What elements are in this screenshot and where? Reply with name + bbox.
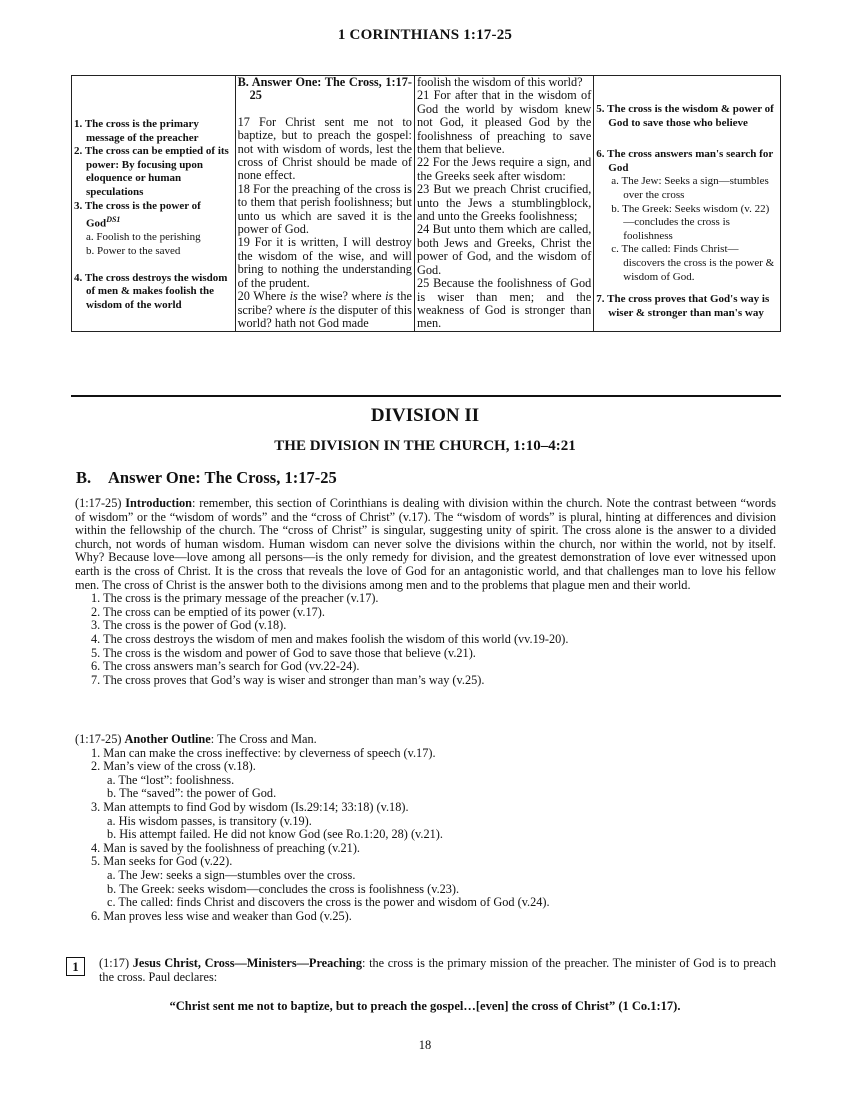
division-title: DIVISION II [370,405,480,426]
list-item: b. The Greek: seeks wisdom—concludes the cross is foolishness (v.23). [107,881,460,896]
list-item: 1. The cross is the primary message of the preacher (v.17). [91,591,379,606]
list-item: 3. Man attempts to find God by wisdom (Is.29:14; 33:18) (v.18). [91,799,409,814]
verse-17: 17 For Christ sent me not to baptize, but to preach the gospel: not with wisdom of words, lest the cross of Christ should be made of none effect. [237,114,412,183]
table-bottom-rule [71,395,781,397]
section-heading: B. Answer One: The Cross, 1:17-25 [76,468,337,487]
list-item: a. The “lost”: foolishness. [107,772,235,787]
list-item: 4. The cross destroys the wisdom of men and makes foolish the wisdom of this world (vv.19-20). [91,631,569,646]
list-item: 4. Man is saved by the foolishness of preaching (v.21). [91,840,360,855]
another-outline-list [75,747,776,924]
outline-point-1: 1. The cross is the primary message of the preacher [74,118,199,144]
list-item: 2. The cross can be emptied of its power (v.17). [91,604,325,619]
list-item: 5. Man seeks for God (v.22). [91,854,233,869]
outline-sub-6b: b. The Greek: Seeks wisdom (v. 22)—concludes the cross is foolishness [611,202,770,242]
scripture-column-2 [414,76,593,332]
outline-point-5: 5. The cross is the wisdom & power of God to save those who believe [596,103,774,129]
page-title: 1 CORINTHIANS 1:17-25 [337,27,513,43]
list-item: b. His attempt failed. He did not know God (see Ro.1:20, 28) (v.21). [107,827,443,842]
page-number: 18 [418,1038,432,1052]
outline-point-4: 4. The cross destroys the wisdom of men & makes foolish the wisdom of the world [74,271,228,311]
introduction-list [75,592,776,687]
outline-point-6: 6. The cross answers man's search for God [596,148,774,174]
verse-19: 19 For it is written, I will destroy the wisdom of the wise, and will bring to nothing the understanding of the prudent. [237,235,412,290]
verse-25: 25 Because the foolishness of God is wiser than men; and the weakness of God is stronger than men. [416,276,592,331]
outline-left-column [72,76,236,332]
point-1-paragraph: (1:17) Jesus Christ, Cross—Ministers—Preaching: the cross is the primary mission of the preacher. The minister of God is to preach the cross. Paul declares: [99,956,776,984]
list-item: c. The called: finds Christ and discovers the cross is the power and wisdom of God (v.24). [107,895,550,910]
another-outline: (1:17-25) Another Outline: The Cross and Man. 1. Man can make the cross ineffective: by cleverness of speech (v.17). 2. Man’s view of the cross (v.18). a. The “lost”: foolishness. b. The “saved”: the power of God. 3. Man attempts to find God by wisdom (Is.29:14; 33:18) (v.18). a. His wisdom passes, is transitory (v.19). b. His attempt failed. He did not know God (see Ro.1:20, 28) (v.21). 4. Man is saved by the foolishness of preaching (v.21). 5. Man seeks for God (v.22). a. The Jew: seeks a sign—stumbles over the cross. b. The Greek: seeks wisdom—concludes the cross is foolishness (v.23). c. The called: finds Christ and discovers the cross is the power and wisdom of God (v.24). 6. Man proves less wise and weaker than God (v.25). [75,733,776,923]
outline-sub-6a: a. The Jew: Seeks a sign—stumbles over the cross [611,175,769,201]
outline-sub-3a: a. Foolish to the perishing [86,231,201,244]
verse-23: 23 But we preach Christ crucified, unto the Jews a stumblingblock, and unto the Greeks foolishness; [416,182,592,224]
verse-20: 20 Where is the wise? where is the scribe? where is the disputer of this world? hath not God made [237,289,412,330]
list-item: a. The Jew: seeks a sign—stumbles over the cross. [107,867,356,882]
division-subtitle: THE DIVISION IN THE CHURCH, 1:10–4:21 [274,438,576,454]
list-item: 2. Man’s view of the cross (v.18). [91,759,256,774]
verse-22: 22 For the Jews require a sign, and the Greeks seek after wisdom: [416,155,592,183]
list-item: b. The “saved”: the power of God. [107,786,277,801]
verse-18: 18 For the preaching of the cross is to them that perish foolishness; but unto us which are saved it is the power of God. [237,181,412,237]
list-item: 6. Man proves less wise and weaker than God (v.25). [91,908,352,923]
list-item: 6. The cross answers man’s search for God (vv.22-24). [91,659,360,674]
list-item: a. His wisdom passes, is transitory (v.19). [107,813,312,828]
introduction-paragraph: (1:17-25) Introduction: remember, this section of Corinthians is dealing with division within the church. Note the contrast between “words of wisdom” or the “wisdom of words” and the “cross of Christ” (v.17). The “wisdom of words” is plural, hinting at differences and division within the fellowship of the church. The “cross of Christ” is singular, suggesting unity of spirit. The cross alone is the answer to a divided church, not words of human wisdom. Human wisdom can never solve the divisions within the church, nor within the world, not by itself. Why? Because love—love among all persons—is the only remedy for division, and the greatest demonstration of love ever witnessed upon earth is the cross of Christ. It is the cross that reveals the love of God for an antagonistic world, and that challenges man to love his fellow men. The cross of Christ is the answer both to the divisions among men and to the problems that plague men and their world. 1. The cross is the primary message of the preacher (v.17). 2. The cross can be emptied of its power (v.17). 3. The cross is the power of God (v.18). 4. The cross destroys the wisdom of men and makes foolish the wisdom of this world (vv.19-20). 5. The cross is the wisdom and power of God to save those that believe (v.21). 6. The cross answers man’s search for God (vv.22-24). 7. The cross proves that God’s way is wiser and stronger than man’s way (v.25). [75,496,776,687]
outline-right-column [594,76,781,332]
outline-point-7: 7. The cross proves that God's way is wiser & stronger than man's way [596,293,770,319]
outline-sub-3b: b. Power to the saved [86,245,181,257]
point-number-box: 1 [66,957,85,976]
verse-24: 24 But unto them which are called, both Jews and Greeks, Christ the power of God, and the wisdom of God. [416,222,592,277]
scripture-quote: “Christ sent me not to baptize, but to preach the gospel…[even] the cross of Christ” (1 Co.1:17). [169,999,681,1013]
list-item: 1. Man can make the cross ineffective: by cleverness of speech (v.17). [91,745,436,760]
scripture-column-1 [235,76,414,332]
verse-21: 21 For after that in the wisdom of God the world by wisdom knew not God, it pleased God by the foolishness of preaching to save them that believe. [416,88,592,157]
list-item: 3. The cross is the power of God (v.18). [91,618,287,633]
outline-point-3: 3. The cross is the power of God$^{DS1}$ [74,199,201,230]
outline-point-2: 2. The cross can be emptied of its power: By focusing upon eloquence or human speculations [74,145,229,198]
list-item: 5. The cross is the wisdom and power of God to save those that believe (v.21). [91,645,476,660]
scripture-heading: B. Answer One: The Cross, 1:17-25 [237,75,412,103]
list-item: 7. The cross proves that God’s way is wiser and stronger than man’s way (v.25). [91,672,485,687]
outline-table [71,75,781,332]
outline-sub-6c: c. The called: Finds Christ—discovers the cross is the power & wisdom of God. [611,243,775,283]
verse-20-cont: foolish the wisdom of this world? [416,75,583,89]
